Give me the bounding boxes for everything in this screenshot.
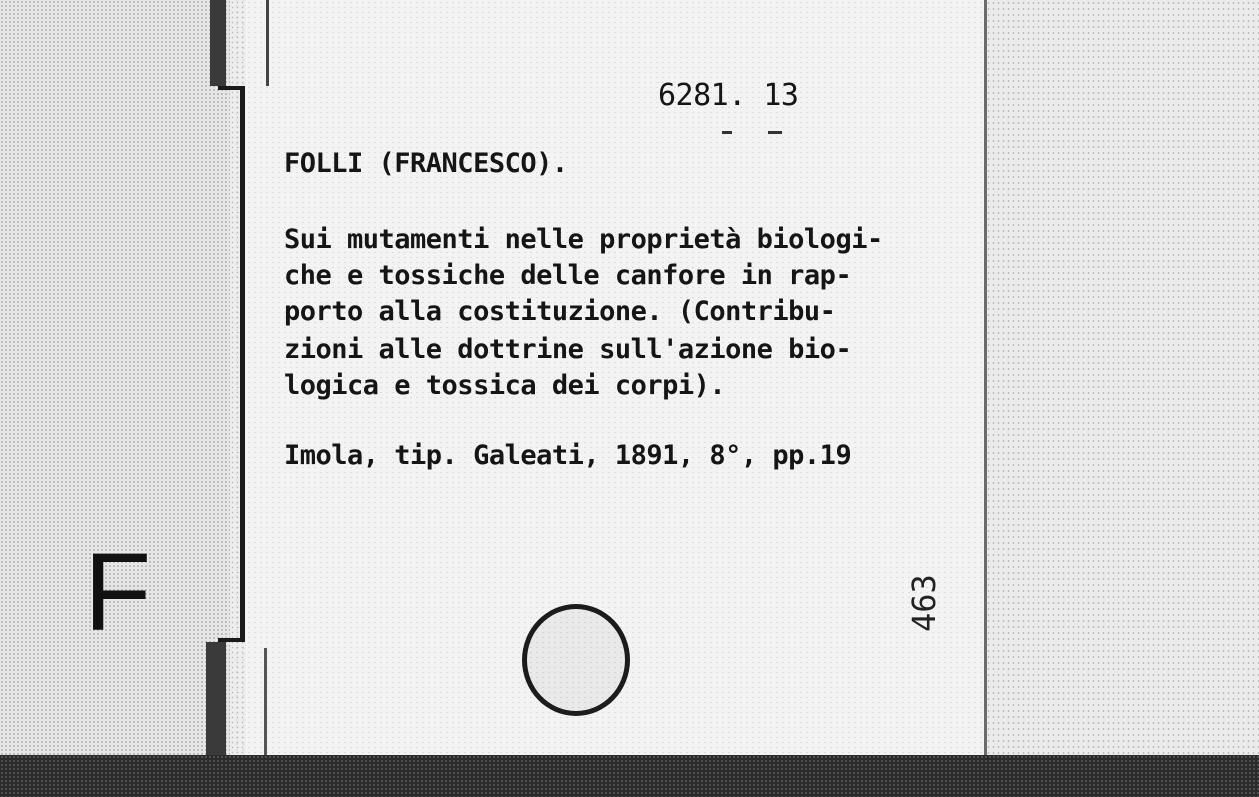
- card-right-edge: [984, 0, 987, 755]
- divider-tab-bottom: [206, 642, 226, 755]
- title-line: porto alla costituzione. (Contribu-: [284, 296, 836, 327]
- title-line: Sui mutamenti nelle proprietà biologi-: [284, 224, 883, 255]
- side-stamp-number: 463: [905, 574, 943, 632]
- card-edge-line-top: [266, 0, 269, 86]
- author-heading: FOLLI (FRANCESCO).: [284, 148, 568, 179]
- card-punch-hole: [522, 604, 630, 716]
- card-edge-line-bottom: [264, 648, 267, 755]
- title-line: logica e tossica dei corpi).: [284, 370, 726, 401]
- right-adjacent-card: [986, 0, 1259, 755]
- call-number: 6281. 13: [658, 78, 799, 113]
- title-line: zioni alle dottrine sull'azione bio-: [284, 334, 852, 365]
- underline-mark: [722, 131, 732, 134]
- card-left-edge: [240, 88, 245, 640]
- card-notch-top: [218, 86, 245, 90]
- bottom-dark-band: [0, 755, 1259, 797]
- card-notch-bottom: [218, 638, 245, 642]
- divider-tab-top: [210, 0, 226, 86]
- underline-mark: [768, 131, 782, 134]
- imprint-line: Imola, tip. Galeati, 1891, 8°, pp.19: [284, 440, 852, 471]
- title-line: che e tossiche delle canfore in rap-: [284, 260, 852, 291]
- drawer-letter: F: [84, 531, 152, 654]
